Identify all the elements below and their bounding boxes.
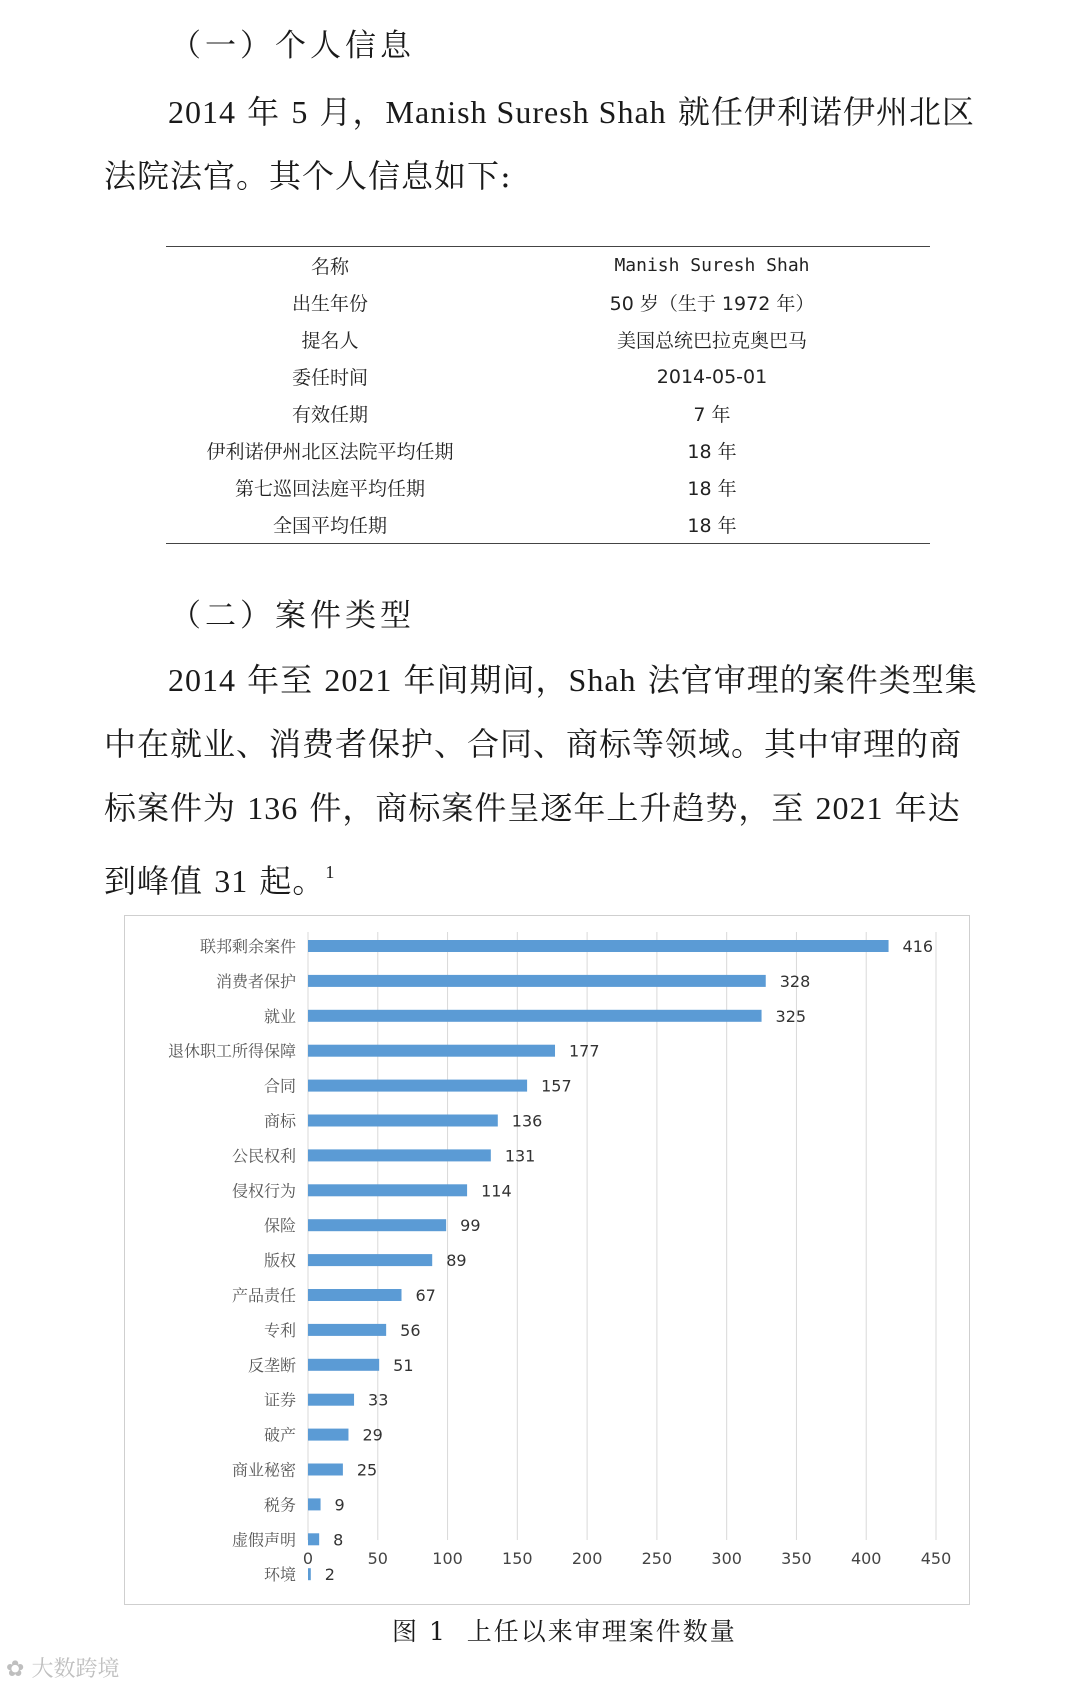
bar <box>308 1359 379 1371</box>
info-row <box>166 321 930 358</box>
bar <box>308 1324 386 1336</box>
bar-value-label: 33 <box>368 1390 389 1410</box>
info-label: 伊利诺伊州北区法院平均任期 <box>206 441 454 463</box>
y-category-label: 产品责任 <box>231 1286 296 1305</box>
y-category-label: 破产 <box>263 1425 296 1445</box>
y-category-label: 侵权行为 <box>231 1181 296 1201</box>
bar <box>308 1045 555 1057</box>
bar <box>308 1498 321 1510</box>
info-row <box>166 395 930 432</box>
info-value: 50 岁（生于 1972 年） <box>609 293 815 315</box>
bar <box>308 1219 446 1231</box>
bar-value-label: 157 <box>541 1076 572 1096</box>
bar-value-label: 99 <box>460 1216 481 1236</box>
y-category-label: 环境 <box>263 1565 296 1585</box>
bar-value-label: 8 <box>333 1530 344 1550</box>
bar-value-label: 114 <box>481 1181 512 1201</box>
info-value: 美国总统巴拉克奥巴马 <box>616 330 807 352</box>
x-tick-label: 150 <box>502 1549 533 1568</box>
y-category-label: 反垄断 <box>247 1355 296 1375</box>
x-tick-label: 0 <box>302 1549 314 1568</box>
para-text: 2021 <box>815 790 884 826</box>
bar <box>308 1184 467 1196</box>
bar <box>308 1394 354 1406</box>
y-category-label: 证券 <box>263 1390 296 1410</box>
bar <box>308 1533 319 1545</box>
figure-title: 上任以来审理案件数量 <box>466 1617 737 1646</box>
info-row <box>166 247 930 284</box>
info-row <box>166 469 930 506</box>
x-tick-label: 400 <box>850 1549 882 1568</box>
watermark-text: 大数跨境 <box>31 1657 120 1682</box>
y-category-label: 公民权利 <box>231 1146 296 1166</box>
info-row <box>166 506 930 543</box>
bar-value-label: 2 <box>324 1565 335 1585</box>
para-text: 2021 <box>324 662 393 698</box>
bar-value-label: 56 <box>400 1320 421 1340</box>
para-text: 5 <box>291 94 309 130</box>
bar-value-label: 131 <box>504 1146 536 1166</box>
section2-heading: （二）案件类型 <box>170 598 415 634</box>
x-tick-label: 100 <box>432 1549 463 1568</box>
figure-caption <box>392 1612 737 1648</box>
bar-value-label: 416 <box>902 937 934 956</box>
info-label: 出生年份 <box>291 293 368 315</box>
para-text: 31 <box>214 863 249 899</box>
para-text: 年 <box>236 93 292 131</box>
y-category-label: 联邦剩余案件 <box>199 937 296 956</box>
bar-value-label: 177 <box>569 1041 600 1061</box>
bar <box>308 1254 432 1266</box>
figure-number: 图 1 <box>392 1617 447 1646</box>
bar-value-label: 29 <box>362 1425 383 1445</box>
para-text: 法院法官。其个人信息如下: <box>104 157 512 195</box>
y-category-label: 税务 <box>263 1495 296 1515</box>
para-text: 136 <box>247 790 299 826</box>
bar <box>308 1080 527 1092</box>
para-text: 中在就业、消费者保护、合同、商标等领域。其中审理的商 <box>104 725 963 763</box>
info-label: 提名人 <box>301 330 359 352</box>
para-text: 年至 <box>236 661 325 699</box>
para-text: 月， <box>308 93 386 131</box>
bar-value-label: 328 <box>779 971 811 991</box>
y-category-label: 商标 <box>263 1111 296 1131</box>
section1-paragraph <box>104 80 980 208</box>
para-text: 年达 <box>883 789 961 827</box>
bar-value-label: 325 <box>775 1006 807 1026</box>
bar <box>308 1464 343 1476</box>
judge-name: Manish Suresh Shah <box>385 94 667 130</box>
bar <box>308 1568 311 1580</box>
y-category-label: 就业 <box>263 1006 296 1026</box>
bar <box>308 1149 491 1161</box>
y-category-label: 消费者保护 <box>215 971 296 991</box>
x-tick-label: 250 <box>641 1549 673 1568</box>
info-row <box>166 284 930 321</box>
y-category-label: 商业秘密 <box>231 1460 296 1480</box>
bar-value-label: 25 <box>356 1460 378 1480</box>
info-label: 全国平均任期 <box>272 515 387 537</box>
info-value: 18 年 <box>687 478 737 500</box>
section2-paragraph <box>104 648 980 913</box>
logo-icon: ✿ <box>6 1657 25 1682</box>
para-text: 法官审理的案件类型集 <box>636 661 978 699</box>
watermark-logo <box>6 1652 119 1683</box>
y-category-label: 版权 <box>263 1251 296 1271</box>
para-text: 起。 <box>248 862 326 900</box>
footnote-marker[interactable]: 1 <box>325 862 336 882</box>
para-text: 年间期间， <box>392 661 569 699</box>
y-category-label: 保险 <box>263 1216 296 1236</box>
bar-value-label: 67 <box>415 1286 436 1305</box>
info-value: Manish Suresh Shah <box>614 255 810 276</box>
x-tick-label: 450 <box>920 1549 952 1568</box>
chart-frame <box>124 915 970 1605</box>
bar <box>308 1010 762 1022</box>
info-row <box>166 432 930 469</box>
bar-chart <box>125 916 969 1604</box>
info-label: 有效任期 <box>291 404 368 426</box>
bar-value-label: 89 <box>446 1251 467 1271</box>
x-tick-label: 350 <box>781 1549 812 1568</box>
x-tick-label: 50 <box>367 1549 388 1568</box>
info-value: 18 年 <box>687 441 737 463</box>
para-text: 2014 <box>168 662 236 698</box>
info-label: 委任时间 <box>291 367 368 389</box>
para-text: 件，商标案件呈逐年上升趋势，至 <box>298 789 816 827</box>
y-category-label: 虚假声明 <box>231 1530 296 1550</box>
judge-name: Shah <box>568 662 637 698</box>
x-tick-label: 200 <box>571 1549 603 1568</box>
bar <box>308 975 766 987</box>
bar-value-label: 136 <box>511 1111 543 1131</box>
bar <box>308 1289 402 1301</box>
para-text: 标案件为 <box>104 789 248 827</box>
section1-heading: （一）个人信息 <box>170 28 415 64</box>
y-category-label: 合同 <box>263 1076 296 1096</box>
para-text: 到峰值 <box>104 862 215 900</box>
para-text: 就任伊利诺伊州北区 <box>666 93 975 131</box>
bar-value-label: 9 <box>334 1495 345 1515</box>
x-tick-label: 300 <box>711 1549 742 1568</box>
info-value: 18 年 <box>687 515 737 537</box>
bar <box>308 940 889 952</box>
info-label: 第七巡回法庭平均任期 <box>234 478 425 500</box>
bar-value-label: 51 <box>393 1355 414 1375</box>
info-table <box>166 246 930 544</box>
bar <box>308 1429 348 1441</box>
para-text: 2014 <box>168 94 236 130</box>
y-category-label: 退休职工所得保障 <box>167 1041 296 1061</box>
info-label: 名称 <box>310 256 349 278</box>
info-value: 7 年 <box>693 404 731 426</box>
info-row <box>166 358 930 395</box>
y-category-label: 专利 <box>263 1320 296 1340</box>
bar <box>308 1115 498 1127</box>
info-value: 2014-05-01 <box>656 365 768 388</box>
